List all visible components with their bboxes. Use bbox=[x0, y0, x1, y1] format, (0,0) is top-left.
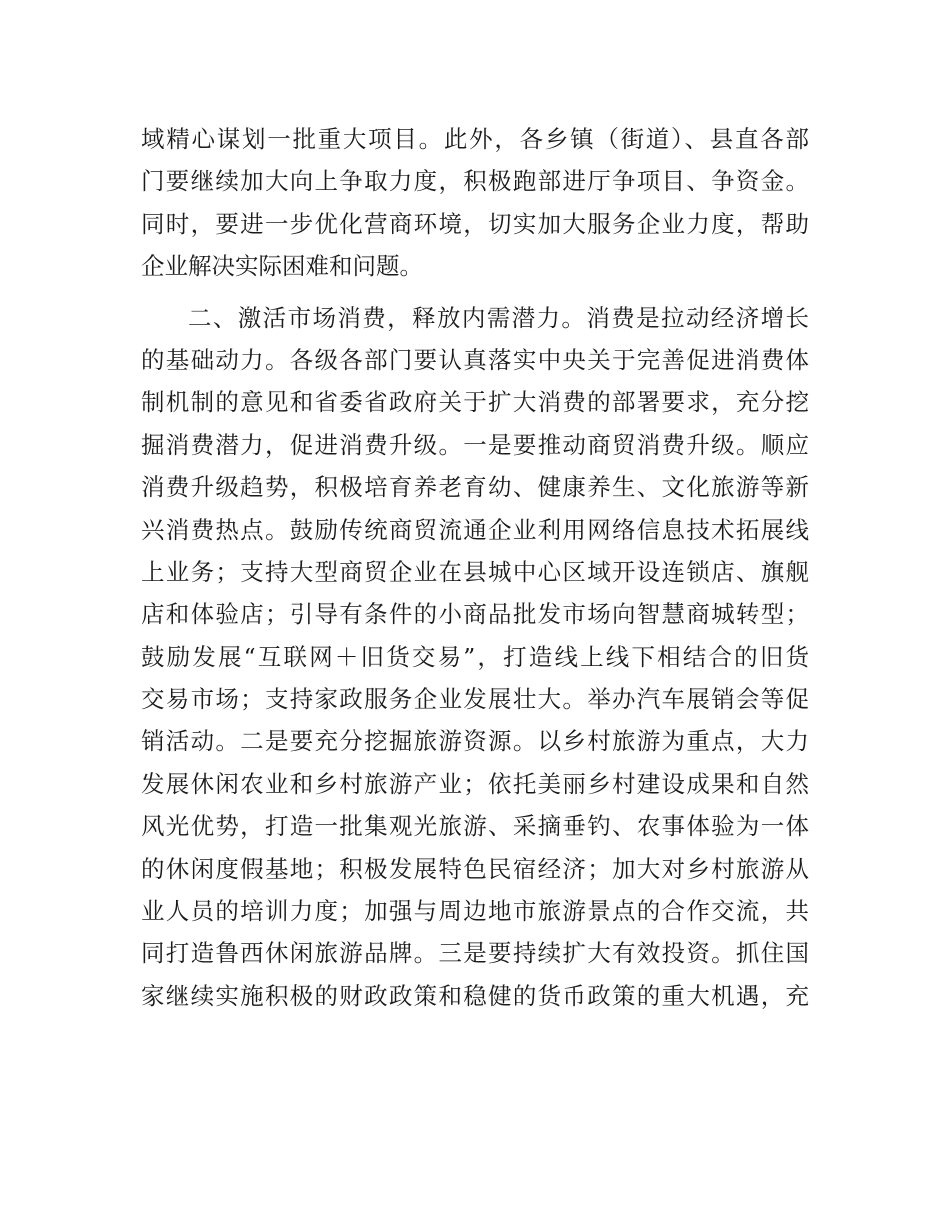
text-line: 域精心谋划一批重大项目。此外，各乡镇（街道）、县直各部 bbox=[141, 125, 809, 153]
text-line: 企业解决实际困难和问题。 bbox=[141, 252, 423, 281]
text-line: 同时，要进一步优化营商环境，切实加大服务企业力度，帮助 bbox=[141, 209, 809, 238]
document-body bbox=[141, 118, 809, 1017]
text-line: 家继续实施积极的财政政策和稳健的货币政策的重大机遇，充 bbox=[141, 981, 809, 1010]
text-line: 掘消费潜力，促进消费升级。一是要推动商贸消费升级。顺应 bbox=[141, 430, 809, 459]
text-line: 上业务；支持大型商贸企业在县城中心区域开设连锁店、旗舰 bbox=[141, 557, 809, 586]
text-line: 风光优势，打造一批集观光旅游、采摘垂钓、农事体验为一体 bbox=[141, 812, 809, 841]
text-line: 二、激活市场消费，释放内需潜力。消费是拉动经济增长 bbox=[188, 303, 809, 332]
text-line: 制机制的意见和省委省政府关于扩大消费的部署要求，充分挖 bbox=[141, 388, 809, 417]
text-line: 发展休闲农业和乡村旅游产业；依托美丽乡村建设成果和自然 bbox=[141, 769, 809, 798]
text-line: 同打造鲁西休闲旅游品牌。三是要持续扩大有效投资。抓住国 bbox=[141, 939, 809, 968]
text-line: 的休闲度假基地；积极发展特色民宿经济；加大对乡村旅游从 bbox=[141, 854, 809, 883]
text-line: 消费升级趋势，积极培育养老育幼、健康养生、文化旅游等新 bbox=[141, 473, 809, 502]
text-line: 业人员的培训力度；加强与周边地市旅游景点的合作交流，共 bbox=[141, 897, 809, 926]
text-line: 店和体验店；引导有条件的小商品批发市场向智慧商城转型； bbox=[141, 600, 809, 629]
paragraph-1 bbox=[141, 118, 809, 288]
text-line: 的基础动力。各级各部门要认真落实中央关于完善促进消费体 bbox=[141, 345, 809, 374]
text-line: 门要继续加大向上争取力度，积极跑部进厅争项目、争资金。 bbox=[141, 167, 809, 196]
text-line: 鼓励发展“互联网＋旧货交易”，打造线上线下相结合的旧货 bbox=[141, 642, 809, 671]
text-line: 销活动。二是要充分挖掘旅游资源。以乡村旅游为重点，大力 bbox=[141, 727, 809, 756]
paragraph-gap bbox=[141, 288, 809, 297]
text-line: 兴消费热点。鼓励传统商贸流通企业利用网络信息技术拓展线 bbox=[141, 515, 809, 544]
paragraph-2 bbox=[141, 297, 809, 1018]
text-line: 交易市场；支持家政服务企业发展壮大。举办汽车展销会等促 bbox=[141, 685, 809, 714]
